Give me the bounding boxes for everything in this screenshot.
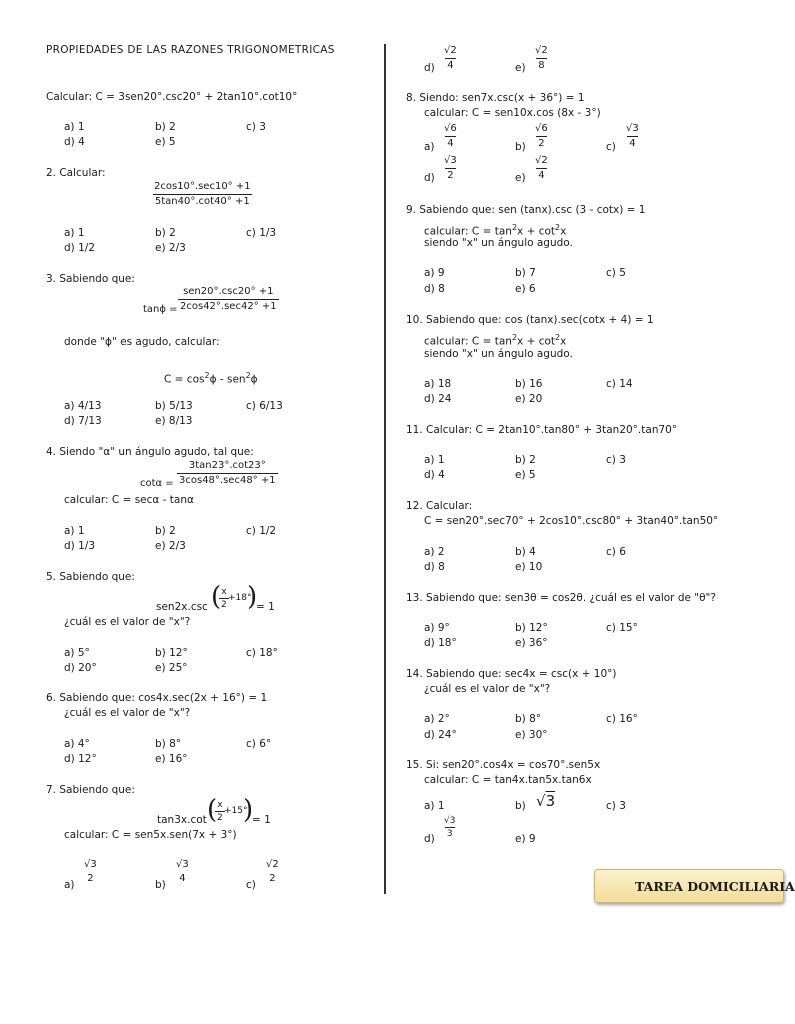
q11-option-b: b) 2 <box>515 454 536 466</box>
q8-option-e-label: e) <box>515 172 526 184</box>
q7-option-a-value: √3 2 <box>84 859 97 884</box>
q5-option-a: a) 5° <box>64 647 90 659</box>
q14-option-d: d) 24° <box>424 729 457 741</box>
q4-denominator: 3cos48°.sec48° +1 <box>179 475 276 486</box>
q14-option-b: b) 8° <box>515 713 542 725</box>
q7-option-b-value: √3 4 <box>176 859 189 884</box>
q1-option-c: c) 3 <box>246 121 266 133</box>
q10-option-c: c) 14 <box>606 378 633 390</box>
q14-option-a: a) 2° <box>424 713 450 725</box>
q1-option-a: a) 1 <box>64 121 85 133</box>
q11-statement: 11. Calcular: C = 2tan10°.tan80° + 3tan20°.tan70° <box>406 424 678 436</box>
q8-statement: 8. Siendo: sen7x.csc(x + 36°) = 1 <box>406 92 585 104</box>
q11-option-a: a) 1 <box>424 454 445 466</box>
q2-option-e: e) 2/3 <box>155 242 186 254</box>
q8-option-d-value: $\frac{√3}{2}$ <box>444 155 457 181</box>
q5-question: ¿cuál es el valor de "x"? <box>64 616 191 628</box>
q14-statement: 14. Sabiendo que: sec4x = csc(x + 10°) <box>406 668 617 680</box>
q9-option-e: e) 6 <box>515 283 536 295</box>
q13-option-b: b) 12° <box>515 622 548 634</box>
q15-option-a: a) 1 <box>424 800 445 812</box>
q12-option-a: a) 2 <box>424 546 445 558</box>
column-divider <box>384 44 386 894</box>
q6-option-d: d) 12° <box>64 753 97 765</box>
q7-option-a-label: a) <box>64 879 75 891</box>
q13-option-c: c) 15° <box>606 622 638 634</box>
q1-option-d: d) 4 <box>64 136 85 148</box>
q9-condition: siendo "x" un ángulo agudo. <box>424 237 573 249</box>
sqrt-icon: √ <box>176 859 183 870</box>
q3-numerator: sen20°.csc20° +1 <box>183 286 274 297</box>
tarea-domiciliaria-banner: TAREA DOMICILIARIA <box>594 869 784 903</box>
q13-option-a: a) 9° <box>424 622 450 634</box>
q9-calculate: calcular: $C = \tan^2x + \cot^2x$ <box>424 223 567 238</box>
q5-lhs: sen2x.csc <box>156 601 208 613</box>
q1-option-b: b) 2 <box>155 121 176 133</box>
q9-option-b: b) 7 <box>515 267 536 279</box>
q8-calculate: calcular: C = sen10x.cos (8x - 3°) <box>424 107 601 119</box>
q7-option-c-value: √2 2 <box>266 859 279 884</box>
q12-option-e: e) 10 <box>515 561 543 573</box>
q9-option-a: a) 9 <box>424 267 445 279</box>
q5-option-d: d) 20° <box>64 662 97 674</box>
q3-option-a: a) 4/13 <box>64 400 102 412</box>
q3-expression: $C = \cos^2\phi - sen^2\phi$ <box>164 371 258 386</box>
q15-statement: 15. Si: sen20°.cos4x = cos70°.sen5x <box>406 759 601 771</box>
q10-calculate: calcular: $C = \tan^2x + \cot^2x$ <box>424 333 567 348</box>
q7-plus: +15° <box>224 806 248 816</box>
q6-option-c: c) 6° <box>246 738 272 750</box>
q15-option-d-value: $\frac{√3}{3}$ <box>444 816 456 839</box>
page-title: PROPIEDADES DE LAS RAZONES TRIGONOMETRICAS <box>46 44 335 56</box>
q2-option-d: d) 1/2 <box>64 242 95 254</box>
q3-lhs: tanϕ = <box>143 304 178 315</box>
q9-statement: 9. Sabiendo que: sen (tanx).csc (3 - cotx) = 1 <box>406 204 646 216</box>
q5-rhs: = 1 <box>256 601 275 613</box>
q11-option-d: d) 4 <box>424 469 445 481</box>
q4-lhs: cotα = <box>140 478 174 489</box>
q7-right-paren: ) <box>243 795 254 825</box>
q5-option-c: c) 18° <box>246 647 278 659</box>
q8-option-e-value: $\frac{√2}{4}$ <box>535 155 548 181</box>
q3-option-b: b) 5/13 <box>155 400 193 412</box>
q9-option-d: d) 8 <box>424 283 445 295</box>
q8-option-a-label: a) <box>424 141 435 153</box>
q11-option-c: c) 3 <box>606 454 626 466</box>
q12-label: 12. Calcular: <box>406 500 473 512</box>
q8-option-d-label: d) <box>424 172 435 184</box>
q2-denominator: 5tan40°.cot40° +1 <box>154 196 250 207</box>
q5-left-paren: ( <box>211 582 222 612</box>
q2-fraction <box>152 181 253 208</box>
q4-option-e: e) 2/3 <box>155 540 186 552</box>
q2-label: 2. Calcular: <box>46 167 106 179</box>
q5-inner-fraction: $\frac{x}{2}$ <box>221 587 227 610</box>
q7-rhs: = 1 <box>252 814 271 826</box>
q7-calculate: calcular: C = sen5x.sen(7x + 3°) <box>64 829 237 841</box>
q10-option-a: a) 18 <box>424 378 452 390</box>
sqrt-icon: √ <box>84 859 91 870</box>
q10-condition: siendo "x" un ángulo agudo. <box>424 348 573 360</box>
q2-option-a: a) 1 <box>64 227 85 239</box>
q4-option-b: b) 2 <box>155 525 176 537</box>
q7-inner-fraction: $\frac{x}{2}$ <box>217 800 223 823</box>
sqrt-icon: √ <box>444 155 451 166</box>
q7-option-c-label: c) <box>246 879 256 891</box>
q5-plus: +18° <box>228 593 252 603</box>
sqrt-icon: √ <box>536 792 546 810</box>
q15-option-c: c) 3 <box>606 800 626 812</box>
q8-option-c-value: $\frac{√3}{4}$ <box>626 123 639 149</box>
q10-option-e: e) 20 <box>515 393 543 405</box>
sqrt-icon: √ <box>444 816 450 826</box>
q4-calculate: calcular: C = secα - tanα <box>64 494 194 506</box>
q13-option-e: e) 36° <box>515 637 548 649</box>
q7-option-d-value: $\frac{√2}{4}$ <box>444 45 457 71</box>
q9-option-c: c) 5 <box>606 267 626 279</box>
q6-option-a: a) 4° <box>64 738 90 750</box>
q7-lhs: tan3x.cot <box>157 814 207 826</box>
sqrt-icon: √ <box>626 123 633 134</box>
q13-option-d: d) 18° <box>424 637 457 649</box>
q12-statement: C = sen20°.sec70° + 2cos10°.csc80° + 3tan40°.tan50° <box>424 515 719 527</box>
q14-question: ¿cuál es el valor de "x"? <box>424 683 551 695</box>
q7-option-e-value: $\frac{√2}{8}$ <box>535 45 548 71</box>
q10-option-b: b) 16 <box>515 378 543 390</box>
q2-numerator: 2cos10°.sec10° +1 <box>154 181 251 192</box>
q3-condition: donde "ϕ" es agudo, calcular: <box>64 336 220 348</box>
q11-option-e: e) 5 <box>515 469 536 481</box>
q8-option-c-label: c) <box>606 141 616 153</box>
sqrt-icon: √ <box>444 123 451 134</box>
sqrt-icon: √ <box>535 45 542 56</box>
q12-option-b: b) 4 <box>515 546 536 558</box>
q4-option-d: d) 1/3 <box>64 540 95 552</box>
q12-option-c: c) 6 <box>606 546 626 558</box>
q13-statement: 13. Sabiendo que: sen3θ = cos2θ. ¿cuál es el valor de "θ"? <box>406 592 716 604</box>
q5-label: 5. Sabiendo que: <box>46 571 135 583</box>
q7-option-d-label: d) <box>424 62 435 74</box>
q3-option-d: d) 7/13 <box>64 415 102 427</box>
q3-option-c: c) 6/13 <box>246 400 283 412</box>
q4-option-a: a) 1 <box>64 525 85 537</box>
q3-option-e: e) 8/13 <box>155 415 193 427</box>
q10-option-d: d) 24 <box>424 393 452 405</box>
sqrt-icon: √ <box>535 155 542 166</box>
q1-statement: Calcular: C = 3sen20°.csc20° + 2tan10°.cot10° <box>46 91 298 103</box>
q3-label: 3. Sabiendo que: <box>46 273 135 285</box>
q4-fraction <box>177 460 278 487</box>
q6-statement: 6. Sabiendo que: cos4x.sec(2x + 16°) = 1 <box>46 692 268 704</box>
q7-option-e-label: e) <box>515 62 526 74</box>
q3-denominator: 2cos42°.sec42° +1 <box>180 301 277 312</box>
q5-right-paren: ) <box>247 582 258 612</box>
q6-option-e: e) 16° <box>155 753 188 765</box>
q4-option-c: c) 1/2 <box>246 525 277 537</box>
q6-question: ¿cuál es el valor de "x"? <box>64 707 191 719</box>
q5-option-b: b) 12° <box>155 647 188 659</box>
sqrt-icon: √ <box>535 123 542 134</box>
q12-option-d: d) 8 <box>424 561 445 573</box>
q8-option-a-value: $\frac{√6}{4}$ <box>444 123 457 149</box>
q15-option-d-label: d) <box>424 833 435 845</box>
q14-option-c: c) 16° <box>606 713 638 725</box>
q8-option-b-label: b) <box>515 141 526 153</box>
q4-numerator: 3tan23°.cot23° <box>188 460 266 471</box>
q15-option-b-label: b) <box>515 800 526 812</box>
q4-label: 4. Siendo "α" un ángulo agudo, tal que: <box>46 446 254 458</box>
q7-left-paren: ( <box>207 795 218 825</box>
sqrt-icon: √ <box>266 859 273 870</box>
q5-option-e: e) 25° <box>155 662 188 674</box>
q7-label: 7. Sabiendo que: <box>46 784 135 796</box>
q7-option-b-label: b) <box>155 879 166 891</box>
q15-option-e: e) 9 <box>515 833 536 845</box>
q2-option-c: c) 1/3 <box>246 227 277 239</box>
q3-fraction <box>178 286 279 313</box>
q1-option-e: e) 5 <box>155 136 176 148</box>
q2-option-b: b) 2 <box>155 227 176 239</box>
q15-calculate: calcular: C = tan4x.tan5x.tan6x <box>424 774 592 786</box>
q8-option-b-value: $\frac{√6}{2}$ <box>535 123 548 149</box>
sqrt-icon: √ <box>444 45 451 56</box>
q6-option-b: b) 8° <box>155 738 182 750</box>
q14-option-e: e) 30° <box>515 729 548 741</box>
q10-statement: 10. Sabiendo que: cos (tanx).sec(cotx + 4) = 1 <box>406 314 654 326</box>
q15-option-b-value: √3 <box>536 792 556 810</box>
